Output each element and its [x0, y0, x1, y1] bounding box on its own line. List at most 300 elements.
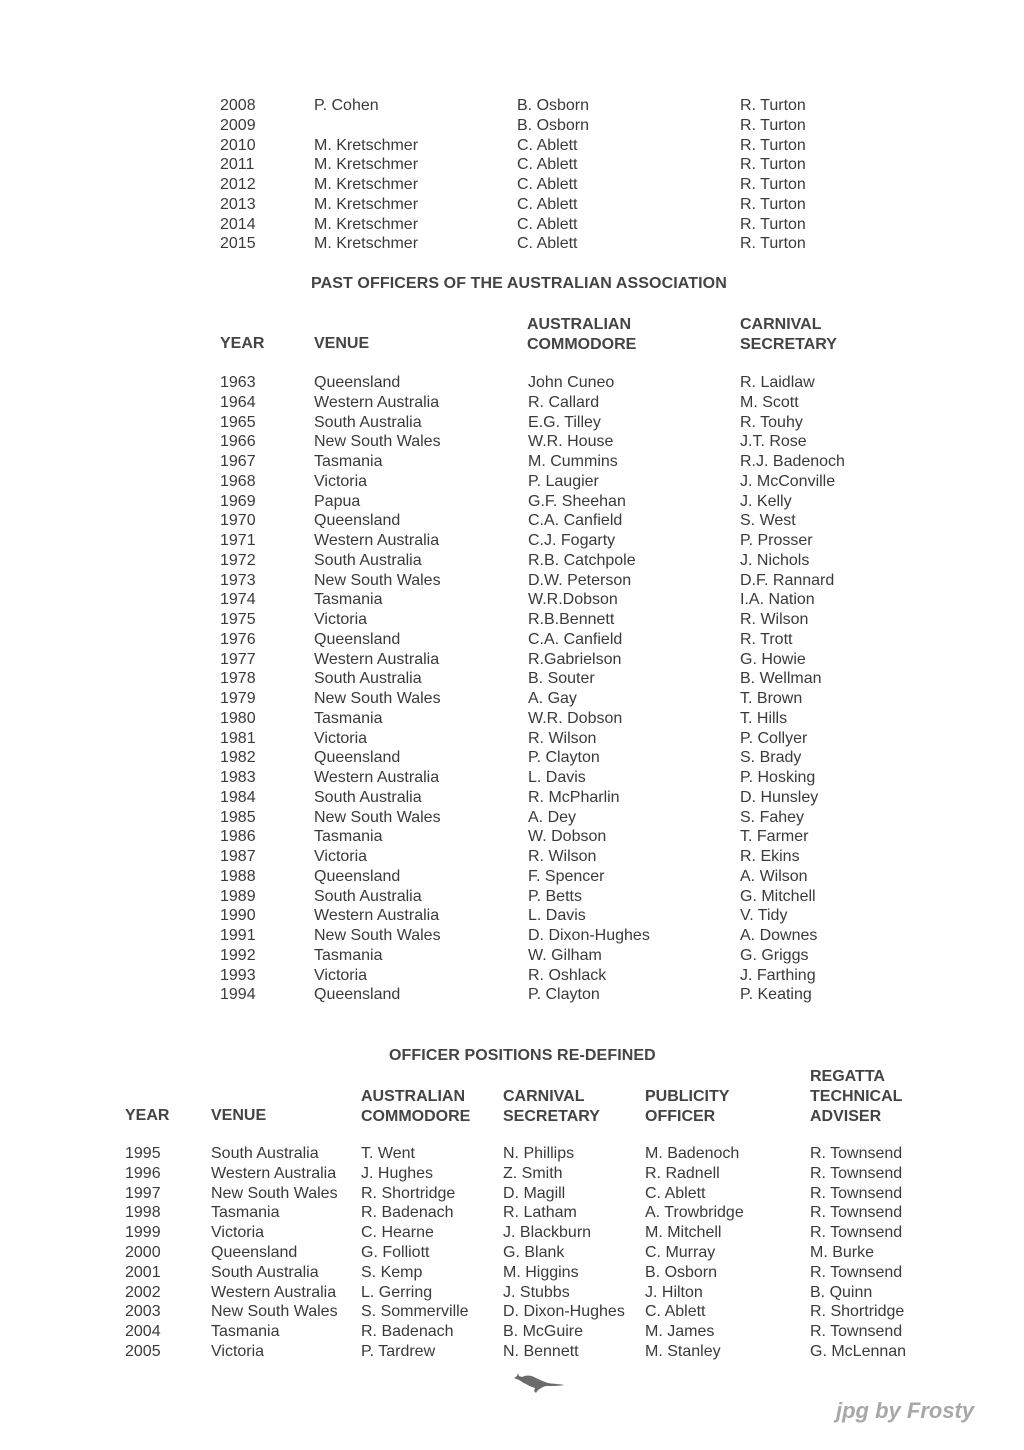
cell-year: 2003 [125, 1303, 161, 1321]
header-commodore-2-line2: COMMODORE [361, 1108, 471, 1125]
cell-commodore: R.Gabrielson [528, 650, 622, 668]
cell-technical: R. Townsend [810, 1184, 903, 1202]
cell-secretary: R. Turton [740, 116, 806, 134]
cell-year: 1990 [220, 907, 256, 925]
cell-secretary: J. Blackburn [503, 1224, 592, 1242]
cell-year: 1998 [125, 1204, 161, 1222]
cell-venue: Queensland [314, 512, 401, 530]
cell-secretary: D.F. Rannard [740, 571, 835, 589]
cell-publicity: M. Mitchell [645, 1224, 722, 1242]
table-row [0, 631, 1024, 651]
cell-secretary: G. Blank [503, 1244, 565, 1261]
cell-year: 2014 [220, 215, 256, 233]
cell-commodore: C. Hearne [361, 1224, 434, 1242]
table-row [0, 176, 1024, 196]
cell-venue: Queensland [314, 374, 401, 391]
cell-secretary: B. McGuire [503, 1323, 584, 1341]
table-row [0, 394, 1024, 414]
cell-publicity: C. Ablett [645, 1184, 706, 1202]
cell-venue: P. Cohen [314, 97, 379, 114]
table-row [0, 1224, 1024, 1244]
cell-secretary: R. Turton [740, 156, 806, 174]
cell-commodore: W.R.Dobson [528, 591, 618, 609]
table-row [0, 117, 1024, 137]
cell-year: 1982 [220, 749, 256, 767]
cell-year: 1968 [220, 472, 256, 490]
cell-commodore: D. Dixon-Hughes [528, 927, 650, 944]
cell-venue: Queensland [314, 630, 401, 648]
cell-commodore: R. Callard [528, 393, 600, 411]
cell-commodore: P. Clayton [528, 986, 600, 1004]
past-officers-title: PAST OFFICERS OF THE AUSTRALIAN ASSOCIATION [311, 275, 727, 292]
cell-commodore: C. Ablett [517, 136, 578, 154]
table-row [0, 532, 1024, 552]
cell-secretary: J. McConville [740, 472, 836, 490]
header-commodore-line2: COMMODORE [527, 336, 637, 353]
table-row [0, 967, 1024, 987]
cell-commodore: B. Osborn [517, 116, 590, 134]
table-row [0, 730, 1024, 750]
cell-year: 1986 [220, 828, 256, 846]
header-year-2: YEAR [125, 1107, 170, 1124]
cell-commodore: R. Wilson [528, 848, 597, 865]
cell-secretary: V. Tidy [740, 907, 788, 925]
cell-commodore: P. Betts [528, 887, 582, 905]
cell-secretary: D. Dixon-Hughes [503, 1303, 625, 1321]
cell-year: 1971 [220, 532, 256, 549]
cell-commodore: T. Went [361, 1145, 415, 1162]
cell-venue: Western Australia [314, 532, 440, 549]
header-publicity [645, 1087, 729, 1127]
header-secretary-line2: SECRETARY [740, 336, 837, 353]
cell-commodore: W. Dobson [528, 828, 607, 846]
cell-venue: Tasmania [211, 1204, 280, 1222]
table-row [0, 414, 1024, 434]
cell-secretary: T. Farmer [740, 828, 809, 846]
cell-commodore: L. Gerring [361, 1283, 433, 1301]
cell-commodore: C. Ablett [517, 215, 578, 233]
cell-technical: R. Townsend [810, 1323, 903, 1341]
cell-venue: South Australia [211, 1263, 319, 1281]
cell-venue: Victoria [314, 611, 368, 628]
cell-commodore: R. Badenach [361, 1204, 454, 1222]
header-year: YEAR [220, 335, 265, 352]
cell-secretary: R. Wilson [740, 611, 809, 628]
cell-secretary: J. Farthing [740, 966, 816, 984]
cell-secretary: B. Wellman [740, 670, 822, 688]
cell-venue: M. Kretschmer [314, 195, 419, 213]
cell-publicity: C. Murray [645, 1244, 716, 1261]
cell-year: 1983 [220, 769, 256, 786]
cell-secretary: R. Latham [503, 1204, 577, 1222]
table-row [0, 986, 1024, 1006]
header-commodore-line1: AUSTRALIAN [527, 316, 631, 333]
table-row [0, 1165, 1024, 1185]
table-row [0, 512, 1024, 532]
cell-venue: M. Kretschmer [314, 176, 419, 193]
table-row [0, 97, 1024, 117]
cell-commodore: B. Osborn [517, 97, 590, 114]
header-secretary-2-line2: SECRETARY [503, 1108, 600, 1125]
cell-venue: Western Australia [314, 393, 440, 411]
cell-venue: Queensland [314, 867, 401, 885]
cell-venue: Queensland [211, 1244, 298, 1261]
cell-year: 1981 [220, 729, 256, 747]
cell-venue: New South Wales [314, 808, 441, 826]
header-secretary [740, 315, 837, 355]
header-secretary-2 [503, 1087, 600, 1127]
cell-year: 1966 [220, 433, 256, 451]
cell-venue: Western Australia [314, 907, 440, 925]
cell-year: 1995 [125, 1145, 161, 1162]
cell-year: 1978 [220, 670, 256, 688]
cell-year: 1989 [220, 887, 256, 905]
table-row [0, 1145, 1024, 1165]
table-row [0, 947, 1024, 967]
table-row [0, 1204, 1024, 1224]
cell-commodore: D.W. Peterson [528, 571, 632, 589]
cell-secretary: T. Brown [740, 690, 803, 707]
cell-commodore: C. Ablett [517, 195, 578, 213]
cell-year: 1973 [220, 571, 256, 589]
cell-venue: Tasmania [211, 1323, 280, 1341]
cell-publicity: C. Ablett [645, 1303, 706, 1321]
cell-commodore: P. Laugier [528, 472, 599, 490]
cell-technical: R. Townsend [810, 1204, 903, 1222]
cell-year: 1994 [220, 986, 256, 1004]
cell-year: 1992 [220, 946, 256, 964]
cell-year: 2001 [125, 1263, 161, 1281]
table-row [0, 137, 1024, 157]
cell-year: 2015 [220, 235, 256, 253]
cell-venue: Western Australia [314, 650, 440, 668]
cell-commodore: W. Gilham [528, 946, 602, 964]
cell-year: 1988 [220, 867, 256, 885]
cell-commodore: R. Badenach [361, 1323, 454, 1341]
cell-year: 2009 [220, 116, 256, 134]
kangaroo-icon [512, 1371, 566, 1395]
cell-year: 1996 [125, 1164, 161, 1182]
table-row [0, 552, 1024, 572]
cell-secretary: R. Turton [740, 235, 806, 253]
cell-secretary: A. Downes [740, 927, 818, 944]
table-row [0, 453, 1024, 473]
cell-secretary: G. Mitchell [740, 887, 816, 905]
cell-venue: Western Australia [211, 1164, 337, 1182]
cell-venue: Queensland [314, 986, 401, 1004]
cell-commodore: E.G. Tilley [528, 413, 601, 431]
cell-secretary: P. Keating [740, 986, 812, 1004]
cell-secretary: M. Higgins [503, 1263, 579, 1281]
cell-publicity: M. Stanley [645, 1343, 721, 1360]
cell-commodore: R. McPharlin [528, 788, 620, 806]
cell-secretary: I.A. Nation [740, 591, 815, 609]
cell-year: 1985 [220, 808, 256, 826]
cell-publicity: M. Badenoch [645, 1145, 740, 1162]
cell-commodore: C. Ablett [517, 156, 578, 174]
cell-venue: Victoria [314, 472, 368, 490]
cell-secretary: R. Turton [740, 195, 806, 213]
header-technical-line2: TECHNICAL [810, 1088, 903, 1105]
header-venue-2: VENUE [211, 1107, 267, 1124]
header-secretary-line1: CARNIVAL [740, 316, 822, 333]
cell-secretary: P. Hosking [740, 769, 816, 786]
cell-commodore: L. Davis [528, 907, 586, 925]
cell-venue: New South Wales [211, 1303, 338, 1321]
table-row [0, 216, 1024, 236]
cell-technical: R. Townsend [810, 1263, 903, 1281]
cell-year: 1974 [220, 591, 256, 609]
watermark: jpg by Frosty [836, 1398, 975, 1423]
table-row [0, 1185, 1024, 1205]
cell-technical: B. Quinn [810, 1283, 873, 1301]
cell-venue: Victoria [314, 729, 368, 747]
cell-secretary: R. Turton [740, 136, 806, 154]
cell-year: 1970 [220, 512, 256, 530]
cell-commodore: G.F. Sheehan [528, 492, 626, 510]
table-row [0, 1303, 1024, 1323]
table-row [0, 1284, 1024, 1304]
cell-secretary: D. Hunsley [740, 788, 819, 806]
cell-year: 2011 [220, 156, 255, 174]
cell-venue: South Australia [314, 413, 422, 431]
cell-year: 1967 [220, 453, 256, 470]
redefined-title: OFFICER POSITIONS RE-DEFINED [389, 1047, 656, 1064]
cell-publicity: A. Trowbridge [645, 1204, 744, 1222]
cell-secretary: R. Trott [740, 630, 793, 648]
cell-year: 2008 [220, 97, 256, 114]
table-row [0, 789, 1024, 809]
table-row [0, 749, 1024, 769]
cell-venue: Queensland [314, 749, 401, 767]
cell-venue: Victoria [211, 1224, 265, 1242]
header-commodore-2-line1: AUSTRALIAN [361, 1088, 465, 1105]
cell-venue: Victoria [314, 848, 368, 865]
cell-venue: New South Wales [314, 571, 441, 589]
table-row [0, 868, 1024, 888]
cell-commodore: R. Wilson [528, 729, 597, 747]
cell-commodore: P. Clayton [528, 749, 600, 767]
cell-year: 1999 [125, 1224, 161, 1242]
cell-secretary: N. Bennett [503, 1343, 579, 1360]
cell-year: 2000 [125, 1244, 161, 1261]
cell-year: 1991 [220, 927, 256, 944]
cell-year: 1977 [220, 650, 256, 668]
table-row [0, 196, 1024, 216]
table-row [0, 473, 1024, 493]
cell-commodore: C. Ablett [517, 235, 578, 253]
table-row [0, 670, 1024, 690]
cell-year: 1976 [220, 630, 256, 648]
header-publicity-line2: OFFICER [645, 1108, 716, 1125]
cell-year: 1984 [220, 788, 256, 806]
cell-secretary: P. Prosser [740, 532, 813, 549]
table-row [0, 1343, 1024, 1363]
cell-technical: R. Townsend [810, 1224, 903, 1242]
table-row [0, 374, 1024, 394]
cell-secretary: J. Stubbs [503, 1283, 570, 1301]
cell-year: 1979 [220, 690, 256, 707]
cell-year: 2010 [220, 136, 256, 154]
cell-venue: South Australia [314, 887, 422, 905]
cell-venue: New South Wales [314, 690, 441, 707]
cell-secretary: S. Fahey [740, 808, 805, 826]
cell-secretary: G. Griggs [740, 946, 809, 964]
cell-venue: Victoria [211, 1343, 265, 1360]
table-row [0, 493, 1024, 513]
cell-commodore: G. Folliott [361, 1244, 430, 1261]
table-row [0, 572, 1024, 592]
cell-commodore: R. Shortridge [361, 1184, 456, 1202]
cell-venue: Papua [314, 492, 361, 510]
cell-technical: G. McLennan [810, 1343, 907, 1360]
cell-secretary: D. Magill [503, 1184, 566, 1202]
cell-commodore: R.B.Bennett [528, 611, 615, 628]
table-row [0, 651, 1024, 671]
cell-year: 1969 [220, 492, 256, 510]
cell-publicity: J. Hilton [645, 1283, 703, 1301]
cell-venue: Western Australia [314, 769, 440, 786]
cell-year: 2005 [125, 1343, 161, 1360]
cell-year: 1975 [220, 611, 256, 628]
cell-secretary: Z. Smith [503, 1164, 563, 1182]
table-row [0, 235, 1024, 255]
cell-secretary: S. Brady [740, 749, 802, 767]
cell-year: 1972 [220, 551, 256, 569]
cell-venue: Tasmania [314, 828, 383, 846]
table-row [0, 611, 1024, 631]
table-row [0, 927, 1024, 947]
cell-secretary: R. Laidlaw [740, 374, 815, 391]
cell-commodore: R.B. Catchpole [528, 551, 636, 569]
cell-venue: M. Kretschmer [314, 136, 419, 154]
cell-year: 1993 [220, 966, 256, 984]
cell-secretary: R. Turton [740, 176, 806, 193]
table-row [0, 710, 1024, 730]
table-row [0, 690, 1024, 710]
cell-venue: M. Kretschmer [314, 235, 419, 253]
cell-commodore: L. Davis [528, 769, 586, 786]
cell-venue: New South Wales [314, 433, 441, 451]
cell-commodore: P. Tardrew [361, 1343, 436, 1360]
table-row [0, 907, 1024, 927]
cell-venue: New South Wales [314, 927, 441, 944]
cell-secretary: A. Wilson [740, 867, 808, 885]
cell-commodore: F. Spencer [528, 867, 605, 885]
cell-venue: Victoria [314, 966, 368, 984]
table-row [0, 1323, 1024, 1343]
cell-secretary: J. Nichols [740, 551, 810, 569]
cell-commodore: B. Souter [528, 670, 595, 688]
cell-venue: Tasmania [314, 946, 383, 964]
header-technical-line3: ADVISER [810, 1108, 882, 1125]
cell-secretary: G. Howie [740, 650, 806, 668]
cell-venue: Western Australia [211, 1283, 337, 1301]
cell-year: 2002 [125, 1283, 161, 1301]
cell-commodore: C.A. Canfield [528, 512, 623, 530]
header-venue: VENUE [314, 335, 370, 352]
cell-venue: South Australia [211, 1145, 319, 1162]
cell-secretary: R. Turton [740, 215, 806, 233]
header-technical [810, 1067, 902, 1127]
cell-commodore: W.R. House [528, 433, 614, 451]
cell-secretary: M. Scott [740, 393, 799, 411]
cell-venue: South Australia [314, 670, 422, 688]
cell-year: 1987 [220, 848, 256, 865]
cell-secretary: T. Hills [740, 709, 788, 727]
cell-technical: R. Townsend [810, 1164, 903, 1182]
header-commodore-2 [361, 1087, 470, 1127]
cell-publicity: R. Radnell [645, 1164, 720, 1182]
cell-technical: R. Shortridge [810, 1303, 905, 1321]
cell-technical: R. Townsend [810, 1145, 903, 1162]
table-row [0, 156, 1024, 176]
table-row [0, 888, 1024, 908]
table-row [0, 591, 1024, 611]
cell-secretary: R. Touhy [740, 413, 803, 431]
cell-secretary: R.J. Badenoch [740, 453, 845, 470]
cell-venue: South Australia [314, 551, 422, 569]
header-technical-line1: REGATTA [810, 1068, 885, 1085]
cell-commodore: A. Dey [528, 808, 577, 826]
table-row [0, 848, 1024, 868]
cell-commodore: C. Ablett [517, 176, 578, 193]
cell-commodore: W.R. Dobson [528, 709, 623, 727]
cell-commodore: R. Oshlack [528, 966, 607, 984]
cell-secretary: P. Collyer [740, 729, 808, 747]
cell-commodore: J. Hughes [361, 1164, 434, 1182]
cell-commodore: S. Kemp [361, 1263, 423, 1281]
cell-venue: New South Wales [211, 1184, 338, 1202]
table-row [0, 769, 1024, 789]
table-row [0, 1264, 1024, 1284]
cell-secretary: J. Kelly [740, 492, 792, 510]
cell-publicity: M. James [645, 1323, 715, 1341]
cell-year: 1963 [220, 374, 256, 391]
cell-venue: Tasmania [314, 591, 383, 609]
table-row [0, 809, 1024, 829]
cell-technical: M. Burke [810, 1244, 875, 1261]
cell-commodore: A. Gay [528, 690, 577, 707]
cell-secretary: N. Phillips [503, 1145, 575, 1162]
header-commodore [527, 315, 636, 355]
cell-secretary: R. Turton [740, 97, 806, 114]
cell-secretary: S. West [740, 512, 796, 530]
cell-commodore: S. Sommerville [361, 1303, 469, 1321]
table-row [0, 433, 1024, 453]
cell-year: 2012 [220, 176, 256, 193]
cell-commodore: C.A. Canfield [528, 630, 623, 648]
cell-year: 2004 [125, 1323, 161, 1341]
cell-venue: Tasmania [314, 709, 383, 727]
cell-venue: Tasmania [314, 453, 383, 470]
cell-commodore: C.J. Fogarty [528, 532, 616, 549]
table-row [0, 1244, 1024, 1264]
header-secretary-2-line1: CARNIVAL [503, 1088, 585, 1105]
cell-publicity: B. Osborn [645, 1263, 718, 1281]
cell-secretary: J.T. Rose [740, 433, 807, 451]
cell-year: 1997 [125, 1184, 161, 1202]
cell-secretary: R. Ekins [740, 848, 800, 865]
cell-venue: M. Kretschmer [314, 156, 419, 174]
table-row [0, 828, 1024, 848]
cell-year: 2013 [220, 195, 256, 213]
cell-year: 1980 [220, 709, 256, 727]
cell-commodore: M. Cummins [528, 453, 618, 470]
cell-year: 1965 [220, 413, 256, 431]
cell-venue: M. Kretschmer [314, 215, 419, 233]
cell-venue: South Australia [314, 788, 422, 806]
